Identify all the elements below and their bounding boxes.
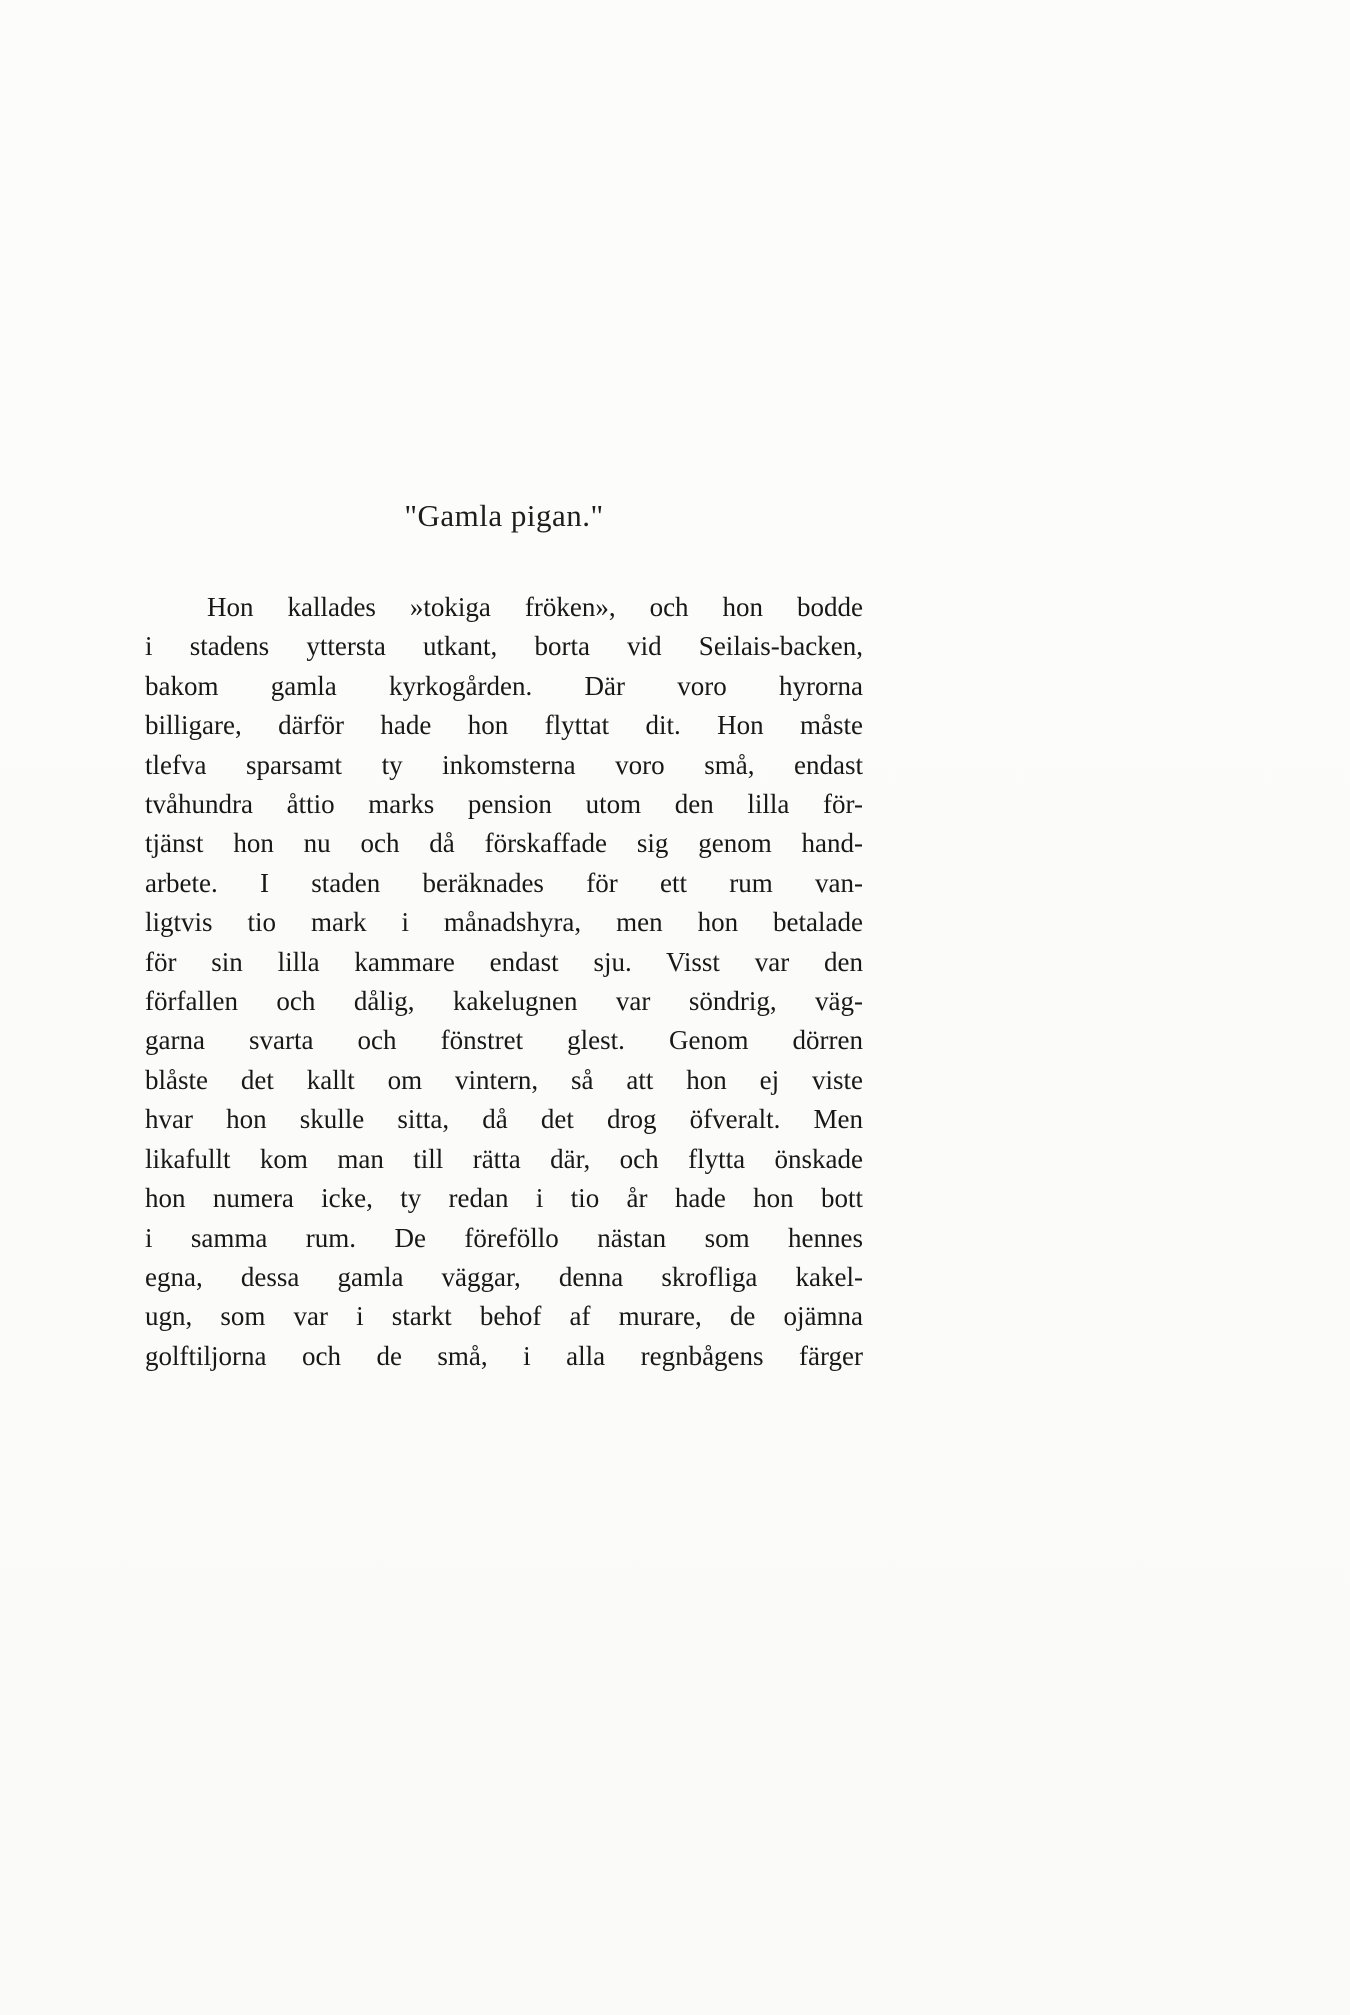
text-line: hon numera icke, ty redan i tio år hade hon bott [145, 1183, 863, 1214]
text-line: arbete. I staden beräknades för ett rum van- [145, 867, 863, 898]
text-line: tvåhundra åttio marks pension utom den lilla för- [145, 789, 863, 820]
text-line: hvar hon skulle sitta, då det drog öfveralt. Men [145, 1104, 863, 1135]
text-line: bakom gamla kyrkogården. Där voro hyrorna [145, 670, 863, 701]
body-text [145, 588, 863, 1376]
text-line: i samma rum. De föreföllo nästan som hennes [145, 1222, 863, 1253]
text-line: ligtvis tio mark i månadshyra, men hon betalade [145, 907, 863, 938]
text-line: för sin lilla kammare endast sju. Visst var den [145, 946, 863, 977]
text-line: tlefva sparsamt ty inkomsterna voro små, endast [145, 749, 863, 780]
page-title: "Gamla pigan." [404, 498, 604, 533]
text-line: golftiljorna och de små, i alla regnbågens färger [145, 1340, 863, 1371]
text-line: förfallen och dålig, kakelugnen var söndrig, väg- [145, 986, 863, 1017]
text-line: ugn, som var i starkt behof af murare, de ojämna [145, 1301, 863, 1332]
text-line: tjänst hon nu och då förskaffade sig genom hand- [145, 828, 863, 859]
text-line: garna svarta och fönstret glest. Genom dörren [145, 1025, 863, 1056]
text-line: i stadens yttersta utkant, borta vid Seilais-backen, [145, 631, 863, 662]
text-line: Hon kallades »tokiga fröken», och hon bodde [207, 592, 863, 622]
text-line: egna, dessa gamla väggar, denna skrofliga kakel- [145, 1261, 863, 1292]
text-line: blåste det kallt om vintern, så att hon ej viste [145, 1064, 863, 1095]
text-line: likafullt kom man till rätta där, och flytta önskade [145, 1143, 863, 1174]
text-line: billigare, därför hade hon flyttat dit. Hon måste [145, 710, 863, 741]
